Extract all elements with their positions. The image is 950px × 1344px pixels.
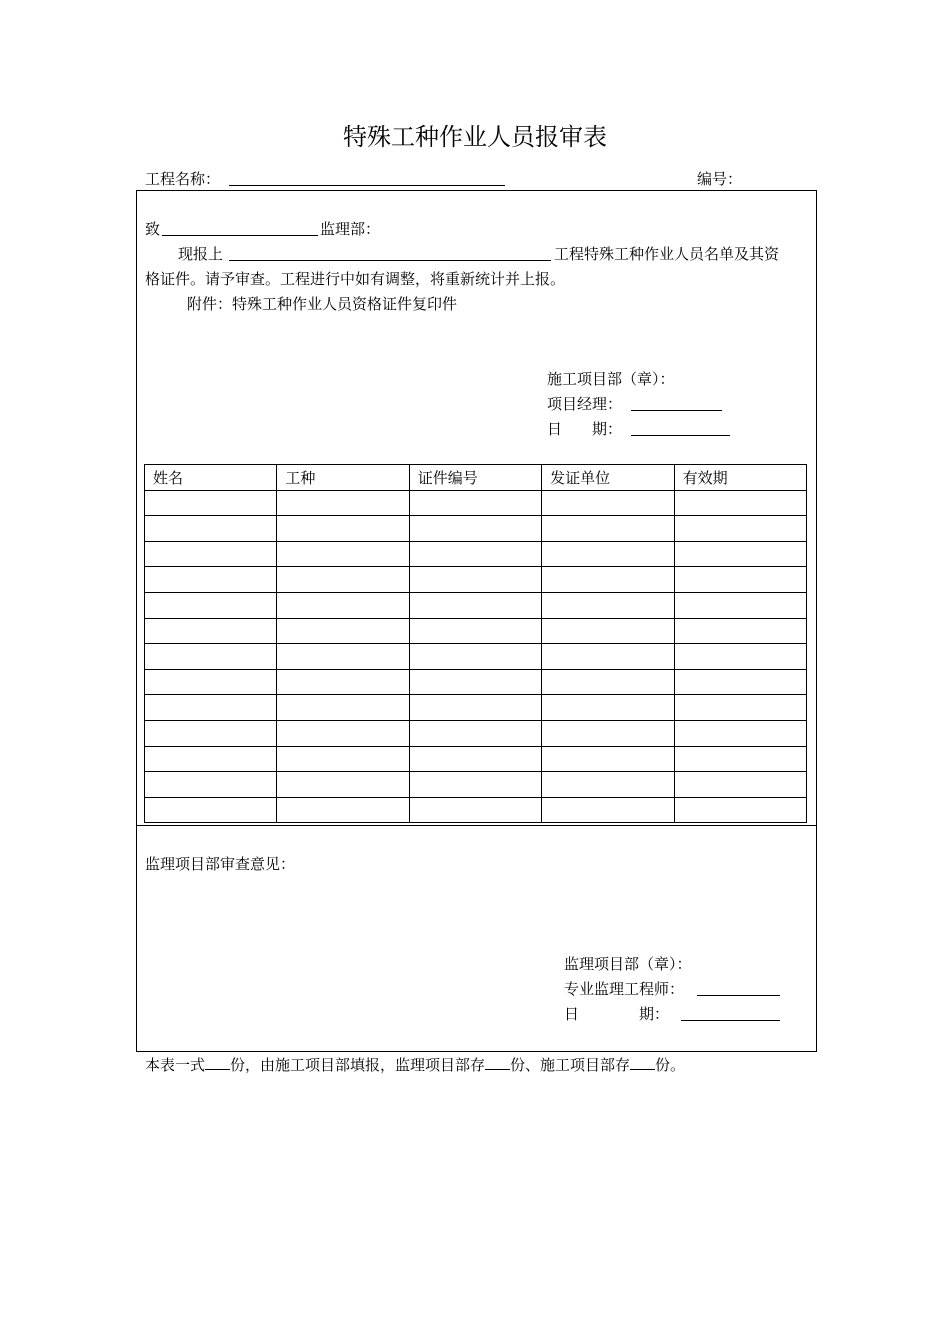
table-cell[interactable] xyxy=(409,490,541,516)
table-cell[interactable] xyxy=(542,772,674,798)
table-row xyxy=(145,592,807,618)
table-row xyxy=(145,797,807,823)
table-cell[interactable] xyxy=(145,618,277,644)
table-cell[interactable] xyxy=(409,797,541,823)
supervision-date-field[interactable] xyxy=(681,1020,780,1021)
table-cell[interactable] xyxy=(277,567,409,593)
header-issuing-authority: 发证单位 xyxy=(542,465,674,491)
table-cell[interactable] xyxy=(542,516,674,542)
footer-part2: 份，由施工项目部填报，监理项目部存 xyxy=(230,1056,486,1074)
supervision-engineer-label: 专业监理工程师： xyxy=(564,980,685,998)
table-cell[interactable] xyxy=(277,797,409,823)
table-cell[interactable] xyxy=(674,541,806,567)
contractor-date-label: 日 期： xyxy=(547,420,623,438)
table-cell[interactable] xyxy=(542,541,674,567)
table-cell[interactable] xyxy=(145,516,277,542)
table-cell[interactable] xyxy=(277,541,409,567)
table-row xyxy=(145,516,807,542)
table-row xyxy=(145,567,807,593)
table-cell[interactable] xyxy=(674,720,806,746)
table-cell[interactable] xyxy=(409,772,541,798)
table-header-row xyxy=(145,465,807,491)
table-cell[interactable] xyxy=(277,516,409,542)
report-project-field[interactable] xyxy=(229,260,551,261)
personnel-table xyxy=(144,464,807,823)
supervision-engineer-field[interactable] xyxy=(697,995,780,996)
table-cell[interactable] xyxy=(542,746,674,772)
table-cell[interactable] xyxy=(145,772,277,798)
table-cell[interactable] xyxy=(277,644,409,670)
copies-total-field[interactable] xyxy=(205,1054,230,1070)
table-row xyxy=(145,695,807,721)
table-cell[interactable] xyxy=(277,592,409,618)
table-cell[interactable] xyxy=(145,541,277,567)
table-cell[interactable] xyxy=(542,644,674,670)
table-cell[interactable] xyxy=(409,669,541,695)
project-name-label: 工程名称： xyxy=(145,170,221,188)
table-row xyxy=(145,618,807,644)
table-cell[interactable] xyxy=(409,746,541,772)
table-cell[interactable] xyxy=(674,746,806,772)
table-cell[interactable] xyxy=(409,644,541,670)
table-row xyxy=(145,541,807,567)
attachment-note: 附件：特殊工种作业人员资格证件复印件 xyxy=(187,295,458,313)
table-cell[interactable] xyxy=(542,567,674,593)
table-cell[interactable] xyxy=(145,746,277,772)
table-cell[interactable] xyxy=(145,797,277,823)
contractor-dept-label: 施工项目部（章）： xyxy=(547,370,675,388)
table-cell[interactable] xyxy=(409,516,541,542)
project-name-field[interactable] xyxy=(229,185,505,186)
table-row xyxy=(145,720,807,746)
table-row xyxy=(145,772,807,798)
contractor-date-field[interactable] xyxy=(631,435,730,436)
recipient-suffix: 监理部： xyxy=(320,220,381,238)
table-cell[interactable] xyxy=(409,618,541,644)
table-cell[interactable] xyxy=(145,567,277,593)
table-cell[interactable] xyxy=(409,695,541,721)
header-cert-number: 证件编号 xyxy=(409,465,541,491)
table-cell[interactable] xyxy=(409,592,541,618)
supervision-date-label: 日 期： xyxy=(564,1005,670,1023)
report-prefix: 现报上 xyxy=(178,245,224,263)
table-cell[interactable] xyxy=(145,644,277,670)
table-cell[interactable] xyxy=(409,541,541,567)
recipient-field[interactable] xyxy=(162,235,318,236)
table-cell[interactable] xyxy=(145,669,277,695)
copies-contractor-field[interactable] xyxy=(630,1054,655,1070)
table-cell[interactable] xyxy=(674,644,806,670)
footer-note xyxy=(145,1054,685,1075)
table-row xyxy=(145,669,807,695)
table-cell[interactable] xyxy=(145,490,277,516)
report-body: 格证件。请予审查。工程进行中如有调整，将重新统计并上报。 xyxy=(145,270,566,288)
header-validity: 有效期 xyxy=(674,465,806,491)
copies-supervision-field[interactable] xyxy=(485,1054,510,1070)
table-cell[interactable] xyxy=(409,567,541,593)
table-cell[interactable] xyxy=(277,695,409,721)
table-cell[interactable] xyxy=(542,695,674,721)
table-cell[interactable] xyxy=(145,592,277,618)
table-cell[interactable] xyxy=(542,592,674,618)
project-manager-field[interactable] xyxy=(631,410,722,411)
project-manager-label: 项目经理： xyxy=(547,395,623,413)
footer-part3: 份、施工项目部存 xyxy=(510,1056,631,1074)
form-number-label: 编号： xyxy=(697,170,743,188)
table-cell[interactable] xyxy=(277,746,409,772)
table-row xyxy=(145,490,807,516)
footer-part4: 份。 xyxy=(655,1056,686,1074)
table-cell[interactable] xyxy=(674,772,806,798)
table-cell[interactable] xyxy=(409,720,541,746)
table-cell[interactable] xyxy=(145,720,277,746)
form-title: 特殊工种作业人员报审表 xyxy=(343,123,607,151)
section-divider xyxy=(136,825,817,826)
review-opinion-label: 监理项目部审查意见： xyxy=(145,855,296,873)
table-cell[interactable] xyxy=(542,720,674,746)
report-suffix: 工程特殊工种作业人员名单及其资 xyxy=(554,245,780,263)
table-cell[interactable] xyxy=(542,669,674,695)
table-cell[interactable] xyxy=(542,797,674,823)
header-name: 姓名 xyxy=(145,465,277,491)
table-cell[interactable] xyxy=(674,618,806,644)
table-cell[interactable] xyxy=(674,592,806,618)
table-cell[interactable] xyxy=(277,669,409,695)
supervision-dept-label: 监理项目部（章）： xyxy=(564,955,692,973)
table-cell[interactable] xyxy=(277,618,409,644)
table-cell[interactable] xyxy=(277,490,409,516)
table-cell[interactable] xyxy=(277,720,409,746)
recipient-prefix: 致 xyxy=(145,220,161,238)
table-cell[interactable] xyxy=(145,695,277,721)
table-row xyxy=(145,746,807,772)
table-cell[interactable] xyxy=(542,490,674,516)
header-trade: 工种 xyxy=(277,465,409,491)
table-cell[interactable] xyxy=(674,490,806,516)
table-cell[interactable] xyxy=(674,695,806,721)
table-cell[interactable] xyxy=(277,772,409,798)
table-cell[interactable] xyxy=(674,669,806,695)
table-cell[interactable] xyxy=(674,516,806,542)
table-cell[interactable] xyxy=(542,618,674,644)
table-cell[interactable] xyxy=(674,797,806,823)
table-row xyxy=(145,644,807,670)
footer-part1: 本表一式 xyxy=(145,1056,206,1074)
table-cell[interactable] xyxy=(674,567,806,593)
